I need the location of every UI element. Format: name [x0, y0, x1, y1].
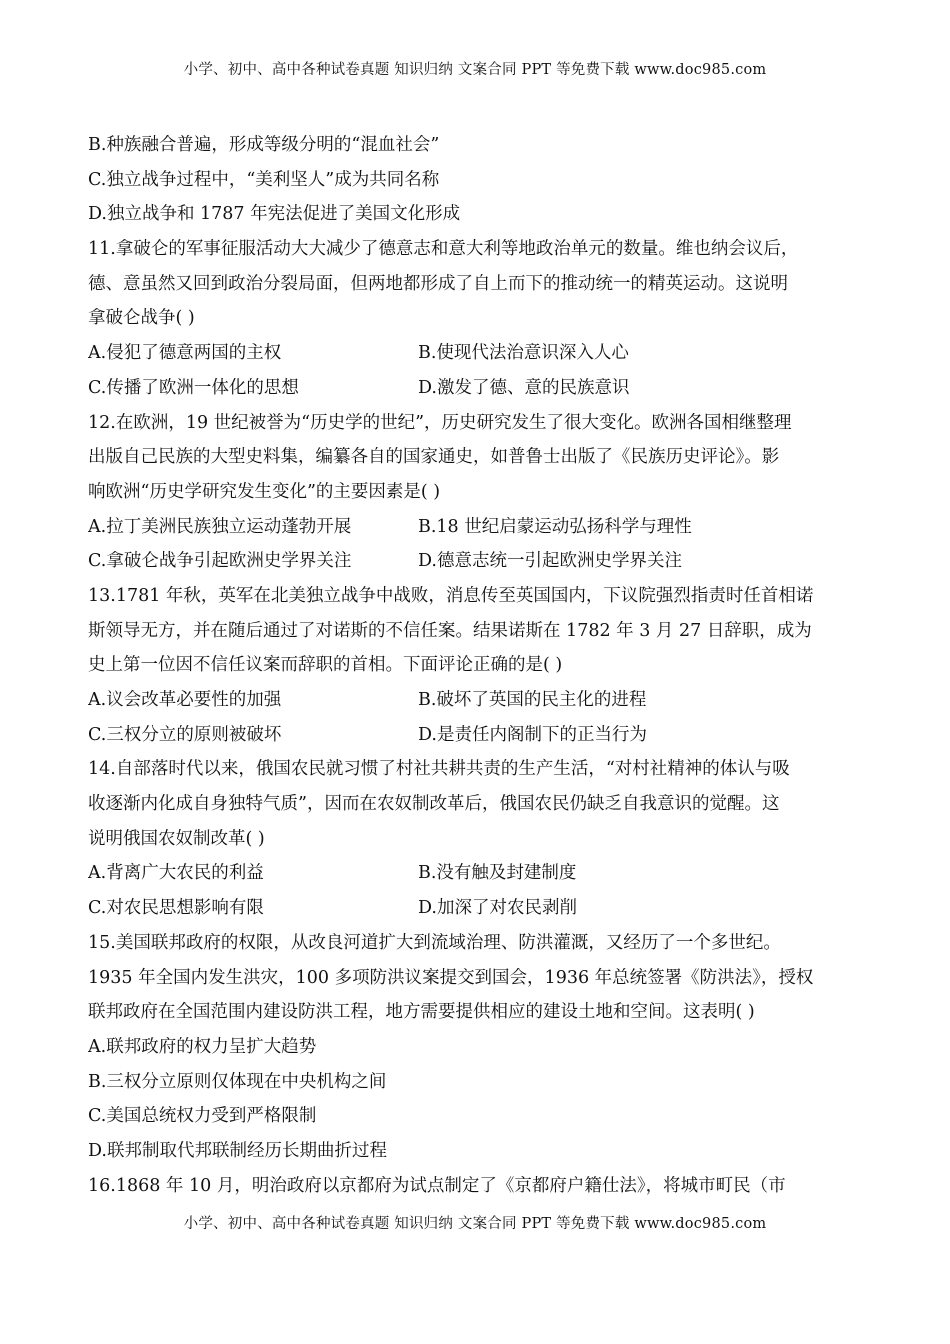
question-stem-line: 16.1868 年 10 月，明治政府以京都府为试点制定了《京都府户籍仕法》，将城市町民（市: [88, 1175, 786, 1196]
page-header: 小学、初中、高中各种试卷真题 知识归纳 文案合同 PPT 等免费下载 www.doc985.com: [183, 62, 767, 78]
option-row: [88, 891, 863, 926]
option-row: [88, 336, 863, 371]
option-d: D.是责任内阁制下的正当行为: [418, 724, 647, 745]
option-c: C.拿破仑战争引起欧洲史学界关注: [88, 551, 352, 572]
question-14: [88, 752, 863, 925]
question-stem-line: 11.拿破仑的军事征服活动大大减少了德意志和意大利等地政治单元的数量。维也纳会议后，: [88, 239, 799, 260]
question-11: [88, 232, 863, 405]
option-c: C.美国总统权力受到严格限制: [88, 1106, 317, 1127]
option-row: [88, 718, 863, 753]
page-footer: 小学、初中、高中各种试卷真题 知识归纳 文案合同 PPT 等免费下载 www.doc985.com: [183, 1216, 767, 1232]
option-a: A.议会改革必要性的加强: [88, 690, 282, 710]
question-stem-line: 响欧洲“历史学研究发生变化”的主要因素是( ): [88, 481, 441, 502]
option-row: [88, 510, 863, 545]
question-stem-line: 斯领导无方，并在随后通过了对诺斯的不信任案。结果诺斯在 1782 年 3 月 27 日辞职，成为: [88, 620, 812, 641]
question-16: [88, 1169, 863, 1204]
option-c: C.独立战争过程中，“美利坚人”成为共同名称: [88, 169, 440, 190]
question-15: [88, 926, 863, 1169]
option-row: [88, 371, 863, 406]
question-stem-line: 出版自己民族的大型史料集，编纂各自的国家通史，如普鲁士出版了《民族历史评论》。影: [88, 447, 780, 468]
option-b: B.使现代法治意识深入人心: [418, 343, 629, 364]
question-stem-line: 13.1781 年秋，英军在北美独立战争中战败，消息传至英国国内，下议院强烈指责时任首相诺: [88, 585, 814, 606]
option-a: A.联邦政府的权力呈扩大趋势: [88, 1036, 317, 1057]
option-a: A.拉丁美洲民族独立运动蓬勃开展: [88, 516, 352, 537]
question-stem-line: 说明俄国农奴制改革( ): [88, 828, 265, 849]
option-d: D.独立战争和 1787 年宪法促进了美国文化形成: [88, 204, 461, 225]
option-c: C.三权分立的原则被破坏: [88, 724, 282, 745]
question-stem-line: 14.自部落时代以来，俄国农民就习惯了村社共耕共责的生产生活，“对村社精神的体认与吸: [88, 759, 790, 780]
option-row: [88, 544, 863, 579]
option-b: B.破坏了英国的民主化的进程: [418, 690, 647, 710]
question-stem-line: 收逐渐内化成自身独特气质”，因而在农奴制改革后，俄国农民仍缺乏自我意识的觉醒。这: [88, 794, 780, 815]
option-b: B.没有触及封建制度: [418, 863, 577, 884]
question-12: [88, 406, 863, 579]
option-d: D.联邦制取代邦联制经历长期曲折过程: [88, 1140, 387, 1161]
option-row: [88, 856, 863, 891]
question-stem-line: 12.在欧洲，19 世纪被誉为“历史学的世纪”，历史研究发生了很大变化。欧洲各国相继整理: [88, 412, 792, 433]
option-row: [88, 683, 863, 718]
question-stem-line: 联邦政府在全国范围内建设防洪工程，地方需要提供相应的建设土地和空间。这表明( ): [88, 1002, 755, 1023]
option-b: B.种族融合普遍，形成等级分明的“混血社会”: [88, 135, 440, 155]
question-stem-line: 德、意虽然又回到政治分裂局面，但两地都形成了自上而下的推动统一的精英运动。这说明: [88, 273, 788, 294]
question-stem-line: 15.美国联邦政府的权限，从改良河道扩大到流域治理、防洪灌溉，又经历了一个多世纪。: [88, 932, 781, 953]
option-d: D.加深了对农民剥削: [418, 898, 577, 919]
option-c: C.对农民思想影响有限: [88, 898, 264, 919]
option-b: B.18 世纪启蒙运动弘扬科学与理性: [418, 516, 692, 537]
question-stem-line: 史上第一位因不信任议案而辞职的首相。下面评论正确的是( ): [88, 655, 563, 676]
question-13: [88, 579, 863, 752]
question-stem-line: 1935 年全国内发生洪灾，100 多项防洪议案提交到国会，1936 年总统签署《防洪法》，授权: [88, 967, 814, 988]
option-b: B.三权分立原则仅体现在中央机构之间: [88, 1071, 387, 1092]
option-c: C.传播了欧洲一体化的思想: [88, 377, 299, 398]
question-content: [88, 128, 863, 1203]
option-a: A.侵犯了德意两国的主权: [88, 343, 282, 364]
option-d: D.德意志统一引起欧洲史学界关注: [418, 551, 682, 572]
option-d: D.激发了德、意的民族意识: [418, 377, 630, 398]
option-a: A.背离广大农民的利益: [88, 863, 264, 884]
question-stem-line: 拿破仑战争( ): [88, 308, 195, 329]
